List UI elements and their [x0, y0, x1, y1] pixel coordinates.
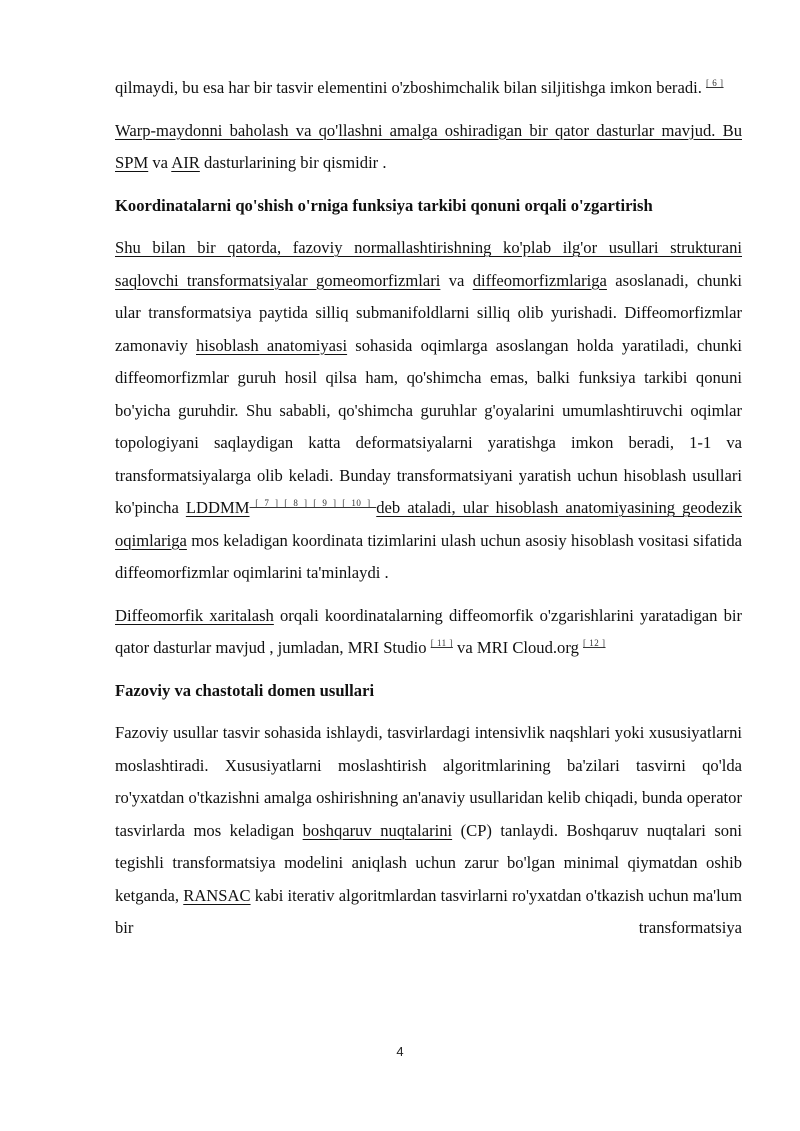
paragraph-text: sohasida oqimlarga asoslangan holda yaratiladi, chunki diffeomorfizmlar guruh hosil qilsa ham, qo'shimcha emas, balki funksiya tarkibi qonuni bo'yicha guruhdir. Shu sababli, qo'shimcha guruhlar g'oyalarini umumlashtiruvchi oqimlar topologiyani saqlaydigan katta deformatsiyalarni yaratishga imkon beradi, 1-1 va transformatsiyalarga olib keladi. Bunday transformatsiyani yaratish uchun hisoblash usullari ko'pincha [115, 335, 743, 517]
paragraph-4 [115, 600, 742, 665]
paragraph-2 [115, 115, 742, 180]
link-diffeomorphic-mapping[interactable]: Diffeomorfik xaritalash [115, 605, 274, 625]
paragraph-text: dasturlarining bir qismidir . [199, 153, 387, 172]
paragraph-text: kabi iterativ algoritmlardan tasvirlarni ro'yxatdan o'tkazish uchun ma'lum bir transformatsiya [115, 885, 742, 937]
link-homeomorphisms[interactable]: Shu bilan bir qatorda, fazoviy normallashtirishning ko'plab ilg'or usullari strukturani saqlovchi transformatsiyalar gomeomorfizmlari [115, 238, 742, 290]
paragraph-text: va [440, 270, 473, 290]
paragraph-text: qilmaydi, bu esa har bir tasvir elementini o'zboshimchalik bilan siljitishga imkon beradi. [115, 78, 707, 97]
link-geodesic-flows[interactable]: deb ataladi, ular hisoblash anatomiyasining geodezik oqimlariga [115, 498, 742, 550]
section-heading-function-composition: Koordinatalarni qo'shish o'rniga funksiya tarkibi qonuni orqali o'zgartirish [115, 195, 653, 215]
reference-6[interactable]: [ 6 ] [706, 78, 724, 88]
link-computational-anatomy[interactable]: hisoblash anatomiyasi [196, 335, 348, 355]
link-lddmm[interactable]: LDDMM [185, 498, 250, 517]
paragraph-text: asoslanadi, chunki ular transformatsiya paytida silliq submanifoldlarni silliq olib yurishadi. Diffeomorfizmlar zamonaviy [115, 270, 742, 355]
paragraph-text: Fazoviy usullar tasvir sohasida ishlaydi, tasvirlardagi intensivlik naqshlari yoki xususiyatlarni moslashtiradi. Xususiyatlarni moslashtirish algoritmlarining ba'zilari tasvirni qo'lda ro'yxatdan o'tkazishni amalga oshirishning an'anaviy usullaridan kelib chiqadi, bunda operator tasvirlarda mos keladigan [115, 723, 742, 840]
link-control-points[interactable]: boshqaruv nuqtalarini [302, 820, 453, 840]
paragraph-text: va MRI Cloud.org [452, 638, 584, 657]
paragraph-1 [115, 72, 742, 105]
link-air[interactable]: AIR [171, 153, 200, 172]
page-number: 4 [396, 1044, 404, 1059]
link-ransac[interactable]: RANSAC [183, 885, 251, 905]
reference-12[interactable]: [ 12 ] [583, 638, 606, 648]
paragraph-text: mos keladigan koordinata tizimlarini ulash uchun asosiy hisoblash vositasi sifatida diffeomorfizmlar oqimlarini ta'minlaydi . [115, 530, 742, 582]
paragraph-text: va [148, 153, 172, 172]
paragraph-text: orqali koordinatalarning diffeomorfik o'zgarishlarini yaratadigan bir qator dasturlar mavjud , jumladan, MRI Studio [115, 605, 743, 657]
paragraph-3 [115, 232, 742, 590]
link-warp-field[interactable]: Warp-maydonni baholash va qo'llashni amalga oshiradigan bir qator dasturlar mavjud. Bu SPM [115, 120, 742, 172]
paragraph-text: (CP) tanlaydi. Boshqaruv nuqtalari soni tegishli transformatsiya modelini aniqlash uchun zarur bo'lgan minimal qiymatdan oshib ketganda, [115, 820, 742, 905]
references-7-10[interactable]: [ 7 ] [ 8 ] [ 9 ] [ 10 ] [249, 498, 377, 508]
section-heading-spatial-frequency: Fazoviy va chastotali domen usullari [115, 680, 375, 700]
reference-11[interactable]: [ 11 ] [430, 638, 453, 648]
link-diffeomorphisms[interactable]: diffeomorfizmlariga [472, 270, 607, 290]
document-page [115, 72, 742, 955]
paragraph-5 [115, 717, 742, 945]
